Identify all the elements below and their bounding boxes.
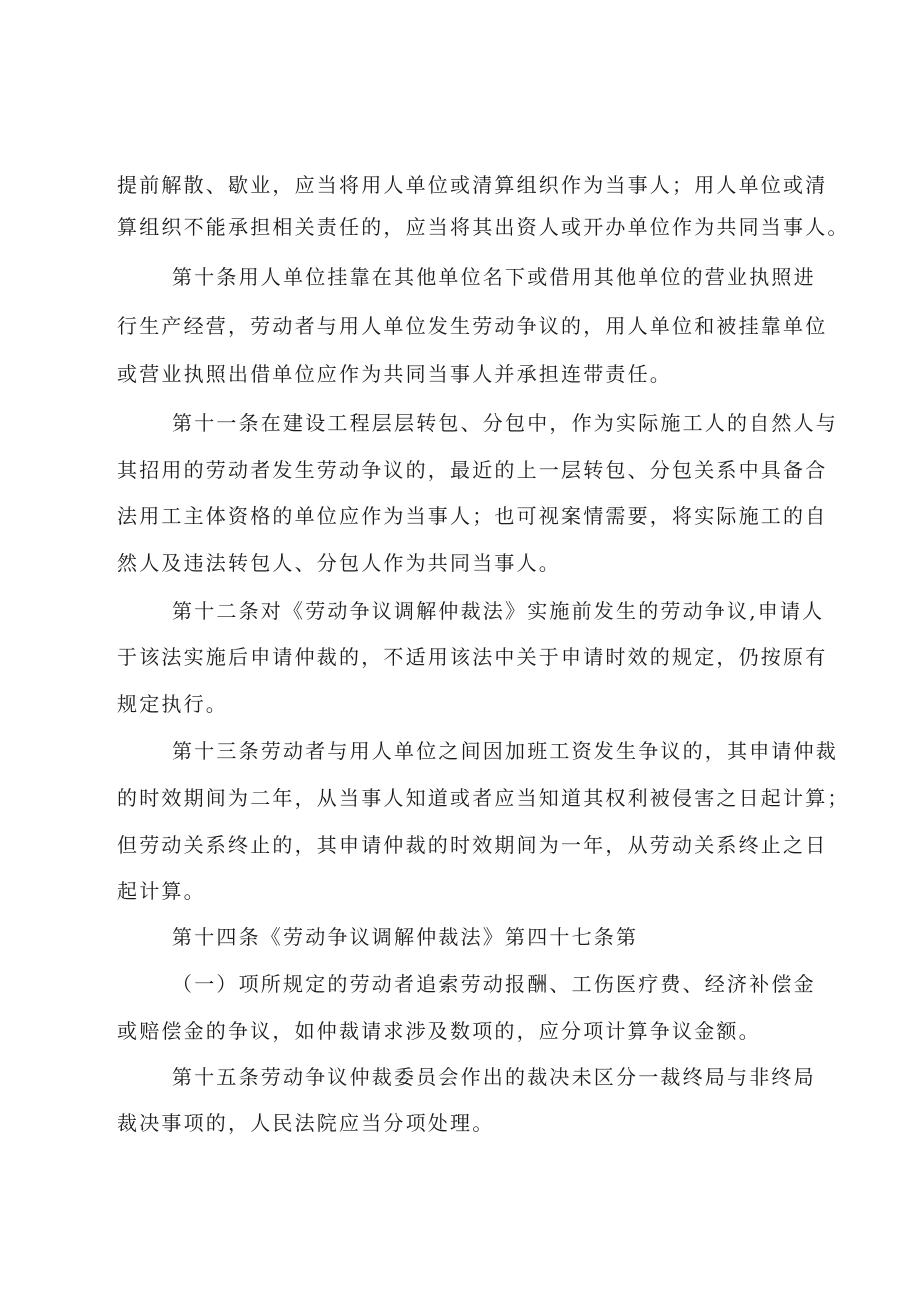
paragraph-line: 算组织不能承担相关责任的，应当将其出资人或开办单位作为共同当事人。	[117, 215, 850, 239]
paragraph-line: （一）项所规定的劳动者追索劳动报酬、工伤医疗费、经济补偿金	[172, 972, 816, 996]
paragraph-line: 或营业执照出借单位应作为共同当事人并承担连带责任。	[117, 362, 672, 386]
paragraph-line: 行生产经营，劳动者与用人单位发生劳动争议的，用人单位和被挂靠单位	[117, 314, 828, 338]
paragraph-line: 于该法实施后申请仲裁的，不适用该法中关于申请时效的规定，仍按原有	[117, 645, 828, 669]
paragraph-line: 法用工主体资格的单位应作为当事人；也可视案情需要，将实际施工的自	[117, 504, 828, 528]
paragraph-line: 裁决事项的，人民法院应当分项处理。	[117, 1111, 495, 1135]
paragraph-line: 规定执行。	[117, 692, 228, 716]
paragraph-line: 第十五条劳动争议仲裁委员会作出的裁决未区分一裁终局与非终局	[172, 1065, 816, 1089]
paragraph-line: 或赔偿金的争议，如仲裁请求涉及数项的，应分项计算争议金额。	[117, 1019, 761, 1043]
paragraph-line: 其招用的劳动者发生劳动争议的，最近的上一层转包、分包关系中具备合	[117, 458, 828, 482]
paragraph-line: 第十二条对《劳动争议调解仲裁法》实施前发生的劳动争议,申请人	[172, 599, 825, 623]
paragraph-line: 第十三条劳动者与用人单位之间因加班工资发生争议的，其申请仲裁	[172, 739, 838, 763]
paragraph-line: 的时效期间为二年，从当事人知道或者应当知道其权利被侵害之日起计算；	[117, 786, 850, 810]
paragraph-line: 第十一条在建设工程层层转包、分包中，作为实际施工人的自然人与	[172, 411, 838, 435]
paragraph-line: 但劳动关系终止的，其申请仲裁的时效期间为一年，从劳动关系终止之日	[117, 833, 828, 857]
paragraph-line: 然人及违法转包人、分包人作为共同当事人。	[117, 551, 561, 575]
paragraph-line: 起计算。	[117, 879, 206, 903]
paragraph-line: 第十条用人单位挂靠在其他单位名下或借用其他单位的营业执照进	[172, 265, 816, 289]
paragraph-line: 第十四条《劳动争议调解仲裁法》第四十七条第	[172, 925, 639, 949]
paragraph-line: 提前解散、歇业，应当将用人单位或清算组织作为当事人；用人单位或清	[117, 173, 828, 197]
